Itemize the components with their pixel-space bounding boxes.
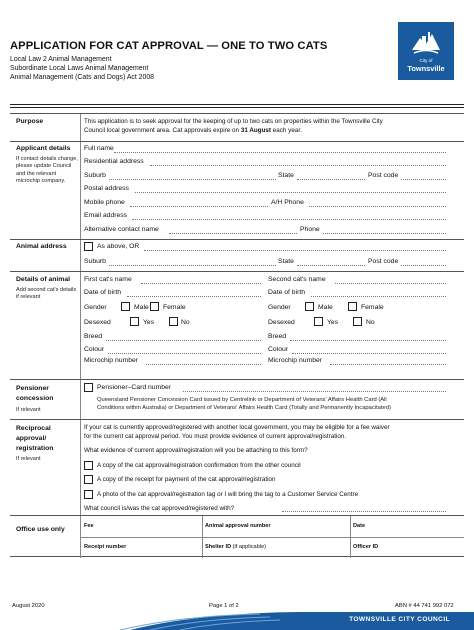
second-microchip-label: Microchip number	[268, 357, 323, 364]
animal-post-code-label: Post code	[368, 258, 399, 265]
post-code-field[interactable]	[401, 179, 446, 180]
receipt-number-label: Receipt number	[84, 544, 127, 550]
footer-date: August 2020	[12, 603, 45, 609]
header-divider-2	[10, 107, 464, 108]
second-microchip-field[interactable]	[330, 364, 446, 365]
first-dob-field[interactable]	[127, 296, 261, 297]
reciprocal-text-2: for the current cat approval period. You must provide evidence of current approval/registration.	[84, 433, 347, 440]
full-name-field[interactable]	[114, 152, 446, 153]
state-label: State	[278, 172, 294, 179]
first-microchip-label: Microchip number	[84, 357, 139, 364]
purpose-section-border	[10, 113, 464, 114]
first-colour-field[interactable]	[108, 353, 261, 354]
mobile-phone-field[interactable]	[130, 206, 268, 207]
applicant-section-border	[10, 141, 464, 142]
residential-address-field[interactable]	[150, 165, 446, 166]
postal-address-field[interactable]	[135, 192, 446, 193]
second-female-label: Female	[361, 304, 384, 311]
suburb-label: Suburb	[84, 172, 106, 179]
pensioner-note-1: Queensland Pensioner Concession Card issued by Centrelink or Department of Veterans' Affairs Health Card (All	[97, 397, 387, 403]
subtitle-subordinate-law: Subordinate Local Laws Animal Management	[10, 65, 149, 72]
second-dob-label: Date of birth	[268, 289, 306, 296]
second-desexed-label: Desexed	[268, 319, 295, 326]
email-address-field[interactable]	[132, 219, 446, 220]
expiry-date: 31 August	[240, 127, 272, 134]
footer-council-name: TOWNSVILLE CITY COUNCIL	[349, 616, 450, 623]
animal-post-code-field[interactable]	[401, 265, 446, 266]
pensioner-section-border	[10, 379, 464, 380]
office-col-divider-1	[80, 516, 81, 558]
residential-address-label: Residential address	[84, 158, 144, 165]
pensioner-note-2: Conditions within Australia) or Department of Veterans' Affairs Health Card (Totally and Permanently Incapacitated)	[97, 405, 391, 411]
evidence-option-3-label: A photo of the cat approval/registration tag or I will bring the tag to a Customer Service Centre	[97, 491, 359, 498]
first-male-label: Male	[134, 304, 149, 311]
office-row-divider	[80, 537, 464, 538]
purpose-label: Purpose	[16, 118, 44, 125]
evidence-option-2-checkbox[interactable]	[84, 475, 93, 484]
first-dob-label: Date of birth	[84, 289, 122, 296]
form-title: APPLICATION FOR CAT APPROVAL — ONE TO TWO CATS	[10, 40, 328, 52]
animal-details-label: Details of animal	[16, 276, 71, 283]
first-colour-label: Colour	[84, 346, 105, 353]
first-cat-name-label: First cat's name	[84, 276, 132, 283]
pensioner-label: Pensioner concession	[16, 385, 54, 402]
first-desexed-yes-checkbox[interactable]	[130, 317, 139, 326]
council-question: What council is/was the cat approved/registered with?	[84, 505, 235, 512]
first-desexed-no-checkbox[interactable]	[169, 317, 178, 326]
second-desexed-yes-checkbox[interactable]	[314, 317, 323, 326]
alt-contact-label: Alternative contact name	[84, 226, 159, 233]
second-desexed-no-checkbox[interactable]	[353, 317, 362, 326]
animal-suburb-label: Suburb	[84, 258, 106, 265]
evidence-question: What evidence of current approval/registration will you be attaching to this form?	[84, 447, 308, 454]
reciprocal-text-1: If your cat is currently approved/registered with another local government, you may be eligible for a fee waiver	[84, 424, 390, 431]
post-code-label: Post code	[368, 172, 399, 179]
office-date-label: Date	[353, 523, 366, 529]
email-address-label: Email address	[84, 212, 128, 219]
pensioner-card-label: Pensioner–Card number	[97, 384, 172, 391]
second-cat-name-label: Second cat's name	[268, 276, 326, 283]
header-divider	[10, 104, 464, 105]
state-field[interactable]	[297, 179, 365, 180]
second-breed-label: Breed	[268, 333, 287, 340]
second-dob-field[interactable]	[311, 296, 446, 297]
animal-note: Add second cat's details if relevant	[16, 287, 77, 301]
purpose-text-1: This application is to seek approval for the keeping of up to two cats on properties within the Townsville City	[84, 118, 383, 125]
alt-contact-field[interactable]	[169, 233, 297, 234]
first-microchip-field[interactable]	[146, 364, 261, 365]
second-desexed-no-label: No	[366, 319, 375, 326]
second-colour-label: Colour	[268, 346, 289, 353]
evidence-option-3-checkbox[interactable]	[84, 490, 93, 499]
first-female-checkbox[interactable]	[150, 302, 159, 311]
animal-section-border	[10, 271, 464, 272]
logo-city-text: City of	[419, 58, 433, 63]
officer-id-label: Officer ID	[353, 544, 379, 550]
ah-phone-field[interactable]	[309, 206, 446, 207]
full-name-label: Full name	[84, 145, 114, 152]
animal-address-section-border	[10, 239, 464, 240]
first-desexed-no-label: No	[181, 319, 190, 326]
ah-phone-label: A/H Phone	[271, 199, 304, 206]
first-breed-field[interactable]	[106, 340, 261, 341]
as-above-checkbox[interactable]	[84, 242, 93, 251]
evidence-option-1-checkbox[interactable]	[84, 461, 93, 470]
first-female-label: Female	[163, 304, 186, 311]
alt-phone-field[interactable]	[323, 233, 446, 234]
applicant-label: Applicant details	[16, 145, 71, 152]
office-use-label: Office use only	[16, 526, 65, 533]
fee-label: Fee	[84, 523, 94, 529]
office-col-divider-2	[202, 516, 203, 558]
animal-approval-label: Animal approval number	[205, 523, 271, 529]
first-breed-label: Breed	[84, 333, 103, 340]
second-cat-name-field[interactable]	[335, 283, 446, 284]
office-col-divider-3	[350, 516, 351, 558]
mobile-phone-label: Mobile phone	[84, 199, 125, 206]
evidence-option-2-label: A copy of the receipt for payment of the cat approval/registration	[97, 476, 276, 483]
first-desexed-yes-label: Yes	[143, 319, 155, 326]
first-cat-name-field[interactable]	[141, 283, 261, 284]
purpose-text-2: Council local government area. Cat approvals expire on 31 August each year.	[84, 127, 302, 134]
first-male-checkbox[interactable]	[121, 302, 130, 311]
evidence-option-1-label: A copy of the cat approval/registration confirmation from the other council	[97, 462, 301, 469]
alt-phone-label: Phone	[300, 226, 320, 233]
applicant-note: If contact details change, please update Council and the relevant microchip company.	[16, 156, 78, 185]
reciprocal-label: Reciprocal approval/ registration	[16, 425, 54, 452]
animal-state-label: State	[278, 258, 294, 265]
abn-number: ABN # 44 741 992 072	[395, 603, 454, 609]
castle-hill-icon	[408, 28, 444, 58]
second-male-label: Male	[318, 304, 333, 311]
subtitle-local-law: Local Law 2 Animal Management	[10, 56, 112, 63]
suburb-field[interactable]	[109, 179, 276, 180]
page-number: Page 1 of 2	[209, 603, 239, 609]
second-female-checkbox[interactable]	[348, 302, 357, 311]
logo-townsville-text: Townsville	[407, 64, 445, 73]
second-gender-label: Gender	[268, 304, 291, 311]
animal-state-field[interactable]	[297, 265, 365, 266]
label-column-divider	[80, 113, 81, 515]
pensioner-if-relevant: If relevant	[16, 407, 41, 413]
animal-address-field[interactable]	[144, 250, 446, 251]
council-field[interactable]	[282, 511, 446, 512]
postal-address-label: Postal address	[84, 185, 129, 192]
reciprocal-if-relevant: If relevant	[16, 456, 41, 462]
reciprocal-section-border	[10, 419, 464, 420]
second-breed-field[interactable]	[290, 340, 446, 341]
pensioner-checkbox[interactable]	[84, 383, 93, 392]
council-logo	[398, 22, 454, 80]
second-colour-field[interactable]	[292, 353, 446, 354]
second-desexed-yes-label: Yes	[327, 319, 339, 326]
first-gender-label: Gender	[84, 304, 107, 311]
animal-address-label: Animal address	[16, 243, 67, 250]
subtitle-act: Animal Management (Cats and Dogs) Act 2008	[10, 74, 155, 81]
shelter-id-label: Shelter ID (if applicable)	[205, 544, 266, 550]
second-male-checkbox[interactable]	[305, 302, 314, 311]
first-desexed-label: Desexed	[84, 319, 111, 326]
office-use-section	[10, 515, 464, 557]
as-above-label: As above, OR	[97, 243, 140, 250]
pensioner-card-field[interactable]	[183, 391, 446, 392]
animal-suburb-field[interactable]	[109, 265, 276, 266]
